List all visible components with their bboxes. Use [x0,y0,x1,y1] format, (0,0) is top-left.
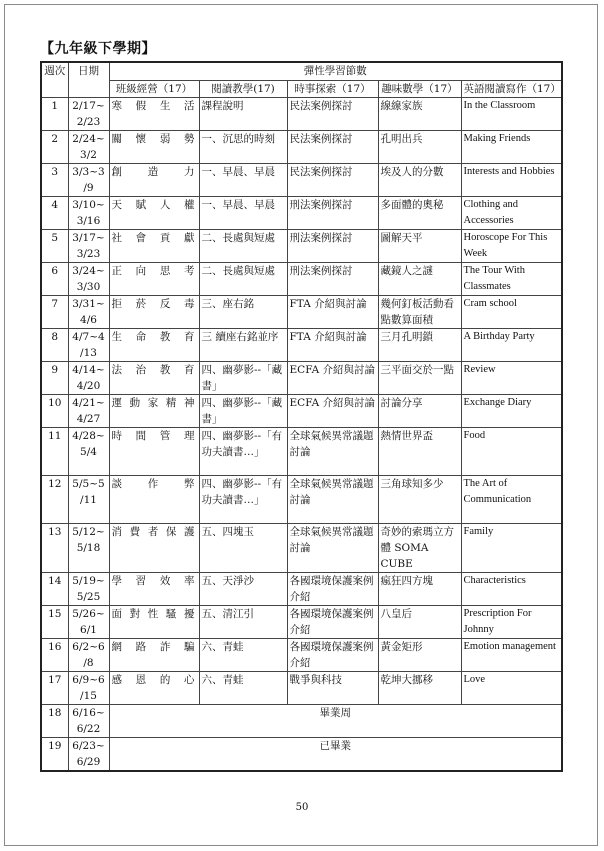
current-events-cell: FTA 介紹與討論 [287,295,378,328]
week-cell: 13 [41,523,68,572]
week-cell: 18 [41,704,68,737]
fun-math-cell: 討論分享 [378,394,461,427]
table-row [41,262,562,295]
english-cell: Characteristics [461,572,562,605]
current-events-cell: 各國環境保護案例介紹 [287,638,378,671]
table-row [41,196,562,229]
class-management-cell: 感恩的心 [109,671,199,704]
english-cell: Review [461,361,562,394]
header-current-events: 時事探索（17） [287,80,378,97]
current-events-cell: 全球氣候異常議題討論 [287,523,378,572]
class-management-cell: 時間管理 [109,427,199,475]
english-cell: Exchange Diary [461,394,562,427]
fun-math-cell: 三平面交於一點 [378,361,461,394]
class-management-cell: 創造力 [109,163,199,196]
english-cell: Horoscope For This Week [461,229,562,262]
week-cell: 8 [41,328,68,361]
reading-cell: 三、座右銘 [199,295,287,328]
fun-math-cell: 熱情世界盃 [378,427,461,475]
merged-note-cell: 畢業周 [109,704,562,737]
current-events-cell: 民法案例探討 [287,130,378,163]
reading-cell: 六、青蛙 [199,638,287,671]
week-cell: 11 [41,427,68,475]
english-cell: Interests and Hobbies [461,163,562,196]
week-cell: 15 [41,605,68,638]
current-events-cell: 刑法案例探討 [287,229,378,262]
page-number: 50 [295,802,309,813]
current-events-cell: 各國環境保護案例介紹 [287,572,378,605]
reading-cell: 四、幽夢影--「有功夫讀書…」 [199,475,287,523]
fun-math-cell: 三月孔明鎖 [378,328,461,361]
class-management-cell: 寒假生活 [109,97,199,130]
english-cell: In the Classroom [461,97,562,130]
date-cell: 2/17~ 2/23 [68,97,109,130]
schedule-table [40,61,563,772]
english-cell: Emotion management [461,638,562,671]
date-cell: 6/23~ 6/29 [68,737,109,771]
table-row [41,475,562,523]
header-date: 日期 [68,62,109,97]
date-cell: 3/31~ 4/6 [68,295,109,328]
class-management-cell: 法治教育 [109,361,199,394]
reading-cell: 三 續座右銘並序 [199,328,287,361]
fun-math-cell: 奇妙的索瑪立方體 SOMA CUBE [378,523,461,572]
reading-cell: 四、幽夢影--「藏書」 [199,394,287,427]
table-row [41,97,562,130]
reading-cell: 五、清江引 [199,605,287,638]
header-fun-math: 趣味數學（17） [378,80,461,97]
class-management-cell: 關懷弱勢 [109,130,199,163]
fun-math-cell: 乾坤大挪移 [378,671,461,704]
week-cell: 6 [41,262,68,295]
week-cell: 10 [41,394,68,427]
header-reading: 閱讀教學(17) [199,80,287,97]
week-cell: 9 [41,361,68,394]
table-row [41,130,562,163]
date-cell: 5/5~5 /11 [68,475,109,523]
table-row [41,295,562,328]
english-cell: The Tour With Classmates [461,262,562,295]
fun-math-cell: 圖解天平 [378,229,461,262]
table-row [41,704,562,737]
date-cell: 3/17~ 3/23 [68,229,109,262]
header-class-management: 班級經營（17） [109,80,199,97]
class-management-cell: 面對性騷擾 [109,605,199,638]
table-row [41,328,562,361]
reading-cell: 六、青蛙 [199,671,287,704]
current-events-cell: 戰爭與科技 [287,671,378,704]
class-management-cell: 談作弊 [109,475,199,523]
reading-cell: 二、長處與短處 [199,262,287,295]
fun-math-cell: 埃及人的分數 [378,163,461,196]
table-row [41,427,562,475]
table-row [41,163,562,196]
class-management-cell: 社會貢獻 [109,229,199,262]
reading-cell: 一、沉思的時刻 [199,130,287,163]
current-events-cell: 刑法案例探討 [287,196,378,229]
english-cell: Clothing and Accessories [461,196,562,229]
reading-cell: 四、幽夢影--「藏書」 [199,361,287,394]
merged-note-cell: 已畢業 [109,737,562,771]
fun-math-cell: 孔明出兵 [378,130,461,163]
current-events-cell: 全球氣候異常議題討論 [287,427,378,475]
date-cell: 3/24~ 3/30 [68,262,109,295]
date-cell: 6/2~6 /8 [68,638,109,671]
english-cell: A Birthday Party [461,328,562,361]
english-cell: Cram school [461,295,562,328]
fun-math-cell: 三角球知多少 [378,475,461,523]
english-cell: Food [461,427,562,475]
fun-math-cell: 八皇后 [378,605,461,638]
english-cell: Love [461,671,562,704]
week-cell: 4 [41,196,68,229]
week-cell: 17 [41,671,68,704]
date-cell: 2/24~ 3/2 [68,130,109,163]
current-events-cell: 刑法案例探討 [287,262,378,295]
date-cell: 6/16~ 6/22 [68,704,109,737]
week-cell: 3 [41,163,68,196]
reading-cell: 課程說明 [199,97,287,130]
date-cell: 4/7~4 /13 [68,328,109,361]
class-management-cell: 運動家精神 [109,394,199,427]
table-row [41,523,562,572]
table-row [41,605,562,638]
current-events-cell: 民法案例探討 [287,97,378,130]
table-row [41,229,562,262]
class-management-cell: 網路詐騙 [109,638,199,671]
week-cell: 16 [41,638,68,671]
reading-cell: 一、早晨、早晨 [199,163,287,196]
english-cell: The Art of Communication [461,475,562,523]
current-events-cell: ECFA 介紹與討論 [287,394,378,427]
fun-math-cell: 幾何釘板活動看點數算面積 [378,295,461,328]
class-management-cell: 拒菸反毒 [109,295,199,328]
date-cell: 6/9~6 /15 [68,671,109,704]
fun-math-cell: 多面體的奧秘 [378,196,461,229]
class-management-cell: 正向思考 [109,262,199,295]
current-events-cell: 各國環境保護案例介紹 [287,605,378,638]
current-events-cell: ECFA 介紹與討論 [287,361,378,394]
english-cell: Prescription For Johnny [461,605,562,638]
date-cell: 4/14~ 4/20 [68,361,109,394]
table-row [41,638,562,671]
header-english: 英語閱讀寫作（17） [461,80,562,97]
date-cell: 4/21~ 4/27 [68,394,109,427]
table-row [41,361,562,394]
english-cell: Family [461,523,562,572]
week-cell: 19 [41,737,68,771]
class-management-cell: 消費者保護 [109,523,199,572]
reading-cell: 四、幽夢影--「有功夫讀書…」 [199,427,287,475]
date-cell: 5/19~ 5/25 [68,572,109,605]
date-cell: 5/26~ 6/1 [68,605,109,638]
class-management-cell: 天賦人權 [109,196,199,229]
reading-cell: 一、早晨、早晨 [199,196,287,229]
table-row [41,394,562,427]
reading-cell: 二、長處與短處 [199,229,287,262]
fun-math-cell: 線線家族 [378,97,461,130]
table-row [41,572,562,605]
date-cell: 4/28~ 5/4 [68,427,109,475]
class-management-cell: 學習效率 [109,572,199,605]
current-events-cell: 全球氣候異常議題討論 [287,475,378,523]
page-title: 【九年級下學期】 [40,41,156,57]
english-cell: Making Friends [461,130,562,163]
current-events-cell: 民法案例探討 [287,163,378,196]
header-week: 週次 [41,62,68,97]
date-cell: 3/10~ 3/16 [68,196,109,229]
table-row [41,671,562,704]
week-cell: 1 [41,97,68,130]
week-cell: 14 [41,572,68,605]
fun-math-cell: 瘋狂四方塊 [378,572,461,605]
current-events-cell: FTA 介紹與討論 [287,328,378,361]
week-cell: 7 [41,295,68,328]
week-cell: 12 [41,475,68,523]
header-flexible-periods: 彈性學習節數 [109,62,562,80]
date-cell: 3/3~3 /9 [68,163,109,196]
week-cell: 5 [41,229,68,262]
week-cell: 2 [41,130,68,163]
fun-math-cell: 黃金矩形 [378,638,461,671]
reading-cell: 五、四塊玉 [199,523,287,572]
class-management-cell: 生命教育 [109,328,199,361]
reading-cell: 五、天淨沙 [199,572,287,605]
table-row [41,737,562,771]
fun-math-cell: 藏鏡人之謎 [378,262,461,295]
date-cell: 5/12~ 5/18 [68,523,109,572]
